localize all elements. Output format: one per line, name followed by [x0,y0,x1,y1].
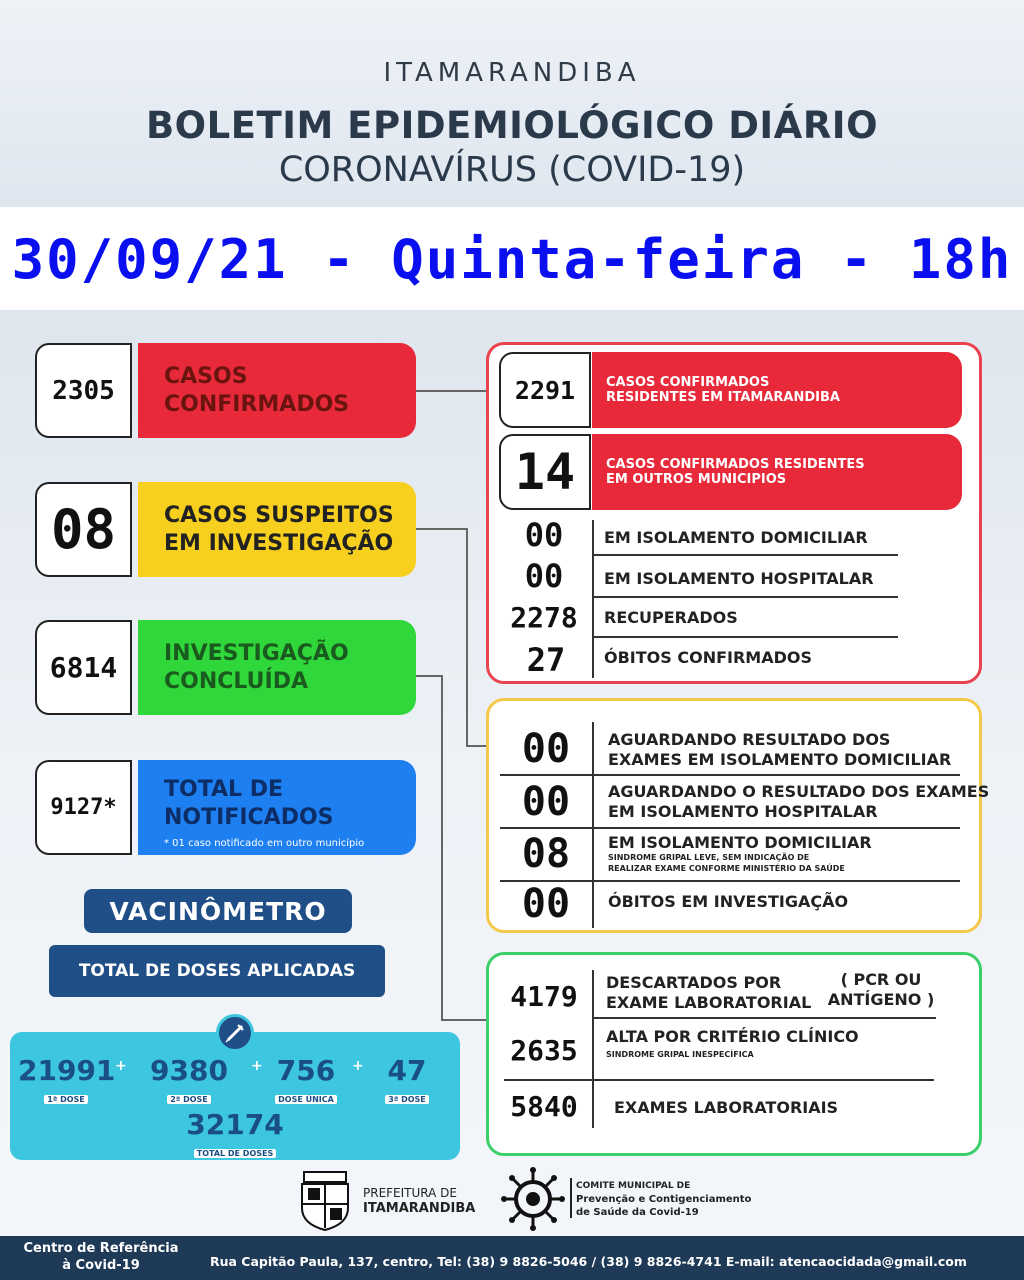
home-isolation-mild-value: 08 [521,831,571,877]
vaccinometer-title: VACINÔMETRO [84,889,352,933]
footer-left-line1: Centro de Referência [23,1241,179,1256]
awaiting-hospital-label [608,782,989,822]
dose-2-caption: 2ª DOSE [167,1095,211,1104]
connector-line [466,528,468,746]
suspect-cases-label [138,482,416,577]
discarded-value: 4179 [510,980,578,1013]
recovered-value: 2278 [510,601,578,634]
clinical-discharge-value: 2635 [510,1034,578,1067]
confirmed-cases-line2: CONFIRMADOS [164,391,350,417]
dose-single-caption: DOSE ÚNICA [275,1095,337,1104]
home-isolation-mild-line1: EM ISOLAMENTO DOMICILIAR [608,833,872,852]
home-isolation-mild-sub2: REALIZAR EXAME CONFORME MINISTÉRIO DA SAÚDE [608,864,845,873]
lab-exams-value: 5840 [510,1090,578,1123]
confirmed-cases-value: 2305 [35,343,132,438]
home-isolation-mild-sub1: SINDROME GRIPAL LEVE, SEM INDICAÇÃO DE [608,853,810,862]
dose-3 [372,1054,442,1106]
connector-line [416,528,466,530]
discarded-extra1: ( PCR OU [840,970,922,989]
clinical-discharge-label [606,1028,859,1064]
total-notified-value: 9127* [35,760,132,855]
residents-label [592,352,962,428]
prefeitura-line1: PREFEITURA DE [363,1186,457,1200]
deaths-investigation-label: ÓBITOS EM INVESTIGAÇÃO [608,892,849,911]
confirmed-cases-line1: CASOS [164,363,248,389]
discarded-line1: DESCARTADOS POR [606,973,782,992]
prefeitura-logo-text [363,1186,475,1216]
divider [500,827,960,829]
city-coat-of-arms-icon [298,1170,352,1232]
footer-reference-center [6,1240,196,1274]
discarded-label [606,973,811,1013]
dose-2-value: 9380 [150,1054,228,1087]
awaiting-home-line2: EXAMES EM ISOLAMENTO DOMICILIAR [608,750,952,769]
concluded-investigation-value: 6814 [35,620,132,715]
other-municipalities-value: 14 [499,434,591,510]
hospital-isolation-label: EM ISOLAMENTO HOSPITALAR [604,569,874,588]
connector-line [441,675,443,1020]
others-line2: EM OUTROS MUNICIPIOS [606,472,787,487]
discarded-line2: EXAME LABORATORIAL [606,993,812,1012]
recovered-label: RECUPERADOS [604,608,738,627]
divider [592,1017,936,1019]
divider [570,1178,572,1218]
awaiting-hospital-line1: AGUARDANDO O RESULTADO DOS EXAMES [608,782,990,801]
bulletin-subtitle: CORONAVÍRUS (COVID-19) [278,150,746,190]
home-isolation-mild-label [608,834,872,874]
home-isolation-label: EM ISOLAMENTO DOMICILIAR [604,528,868,547]
residents-line2: RESIDENTES EM ITAMARANDIBA [606,390,840,405]
clinical-discharge-sub: SINDROME GRIPAL INESPECÍFICA [606,1050,754,1059]
syringe-icon [216,1014,254,1052]
committee-logo-text [576,1180,751,1219]
footer-address: Rua Capitão Paula, 137, centro, Tel: (38) 9 8826-5046 / (38) 9 8826-4741 E-mail: atencaocidada@gmail.com [210,1254,967,1269]
concluded-investigation-label [138,620,416,715]
deaths-investigation-value: 00 [521,881,571,927]
footer-left-line2: à Covid-19 [62,1258,140,1273]
discarded-extra2: ANTÍGENO ) [827,990,935,1009]
dose-1-value: 21991 [18,1054,116,1087]
bulletin-title: BOLETIM EPIDEMIOLÓGICO DIÁRIO [145,104,879,147]
divider [504,1079,934,1081]
notified-note: * 01 caso notificado em outro município [164,838,365,849]
confirmed-cases-label [138,343,416,438]
residents-value: 2291 [499,352,591,428]
dose-total-caption: TOTAL DE DOSES [194,1149,277,1158]
awaiting-home-value: 00 [521,726,571,772]
divider [500,774,960,776]
committee-line1: COMITE MUNICIPAL DE [576,1181,691,1191]
discarded-method-note [826,970,936,1010]
divider [592,970,594,1128]
plus-sign: + [115,1058,127,1074]
awaiting-home-line1: AGUARDANDO RESULTADO DOS [608,730,891,749]
awaiting-hospital-line2: EM ISOLAMENTO HOSPITALAR [608,802,878,821]
dose-3-caption: 3ª DOSE [385,1095,429,1104]
others-line1: CASOS CONFIRMADOS RESIDENTES [606,457,865,472]
virus-committee-icon [500,1166,566,1232]
awaiting-hospital-value: 00 [521,779,571,825]
connector-line [416,675,442,677]
total-notified-label [138,760,416,855]
divider [592,596,898,598]
city-name: ITAMARANDIBA [383,58,641,88]
dose-single [266,1054,346,1106]
confirmed-deaths-value: 27 [526,641,566,679]
plus-sign: + [352,1058,364,1074]
suspect-cases-line1: CASOS SUSPEITOS [164,502,394,528]
suspect-cases-line2: EM INVESTIGAÇÃO [164,530,394,556]
date-line: 30/09/21 - Quinta-feira - 18h [11,228,1013,291]
hospital-isolation-value: 00 [524,557,564,595]
concluded-line1: INVESTIGAÇÃO [164,640,349,666]
dose-total [170,1108,300,1160]
total-doses-title: TOTAL DE DOSES APLICADAS [49,945,385,997]
home-isolation-value: 00 [524,516,564,554]
prefeitura-line2: ITAMARANDIBA [363,1201,476,1216]
dose-1 [18,1054,114,1106]
dose-1-caption: 1ª DOSE [44,1095,88,1104]
committee-line3: de Saúde da Covid-19 [576,1207,699,1218]
suspect-cases-value: 08 [35,482,132,577]
connector-line [441,1019,488,1021]
committee-line2: Prevenção e Contigenciamento [576,1194,752,1205]
divider [592,636,898,638]
dose-total-value: 32174 [186,1108,284,1141]
plus-sign: + [251,1058,263,1074]
awaiting-home-label [608,730,951,770]
other-municipalities-label [592,434,962,510]
lab-exams-label: EXAMES LABORATORIAIS [614,1098,839,1117]
notified-line1: TOTAL DE [164,777,284,802]
connector-line [466,745,488,747]
dose-single-value: 756 [276,1054,336,1087]
concluded-line2: CONCLUÍDA [164,668,308,694]
clinical-discharge-line1: ALTA POR CRITÉRIO CLÍNICO [606,1027,859,1046]
divider [592,554,898,556]
confirmed-deaths-label: ÓBITOS CONFIRMADOS [604,648,813,667]
residents-line1: CASOS CONFIRMADOS [606,375,770,390]
dose-3-value: 47 [387,1054,427,1087]
notified-line2: NOTIFICADOS [164,805,334,830]
dose-2 [140,1054,238,1106]
